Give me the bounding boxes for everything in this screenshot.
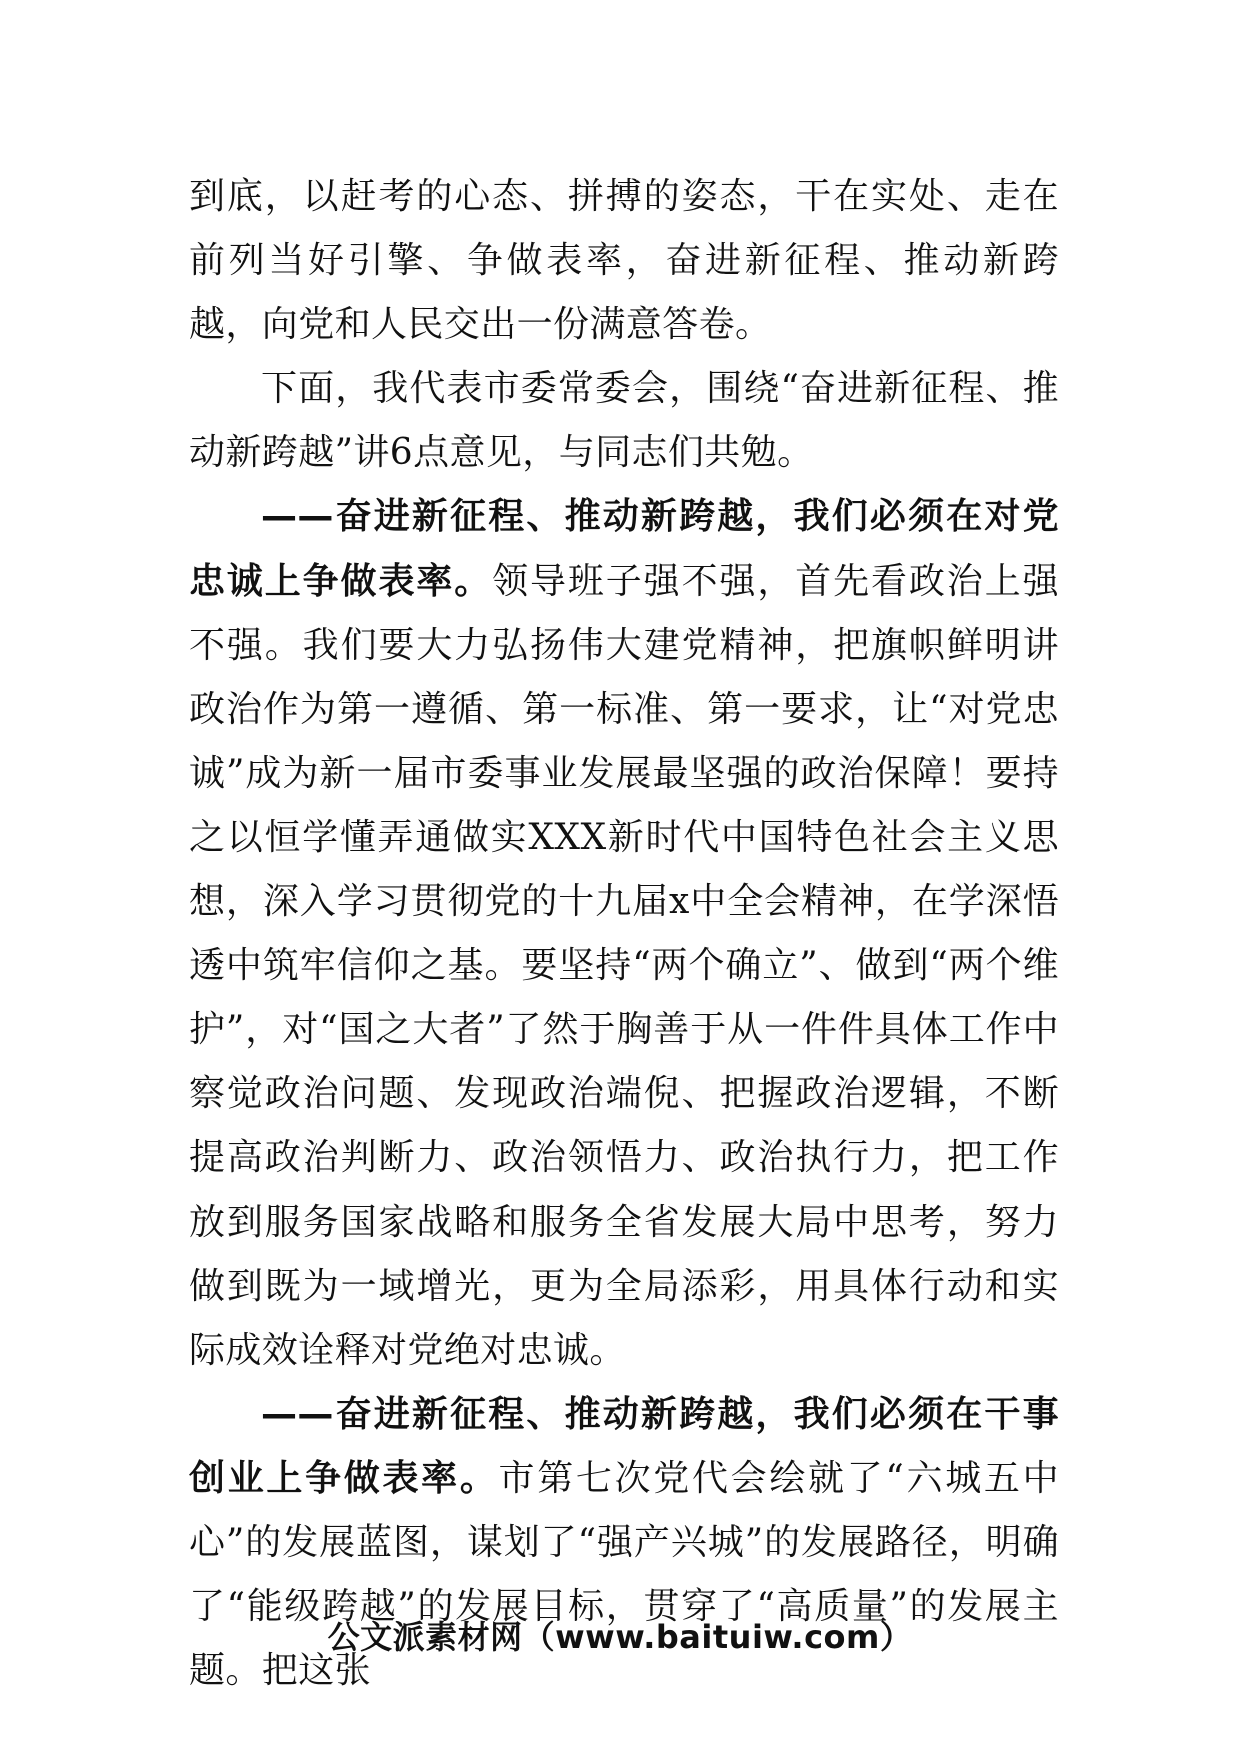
paragraph-3-text: 领导班子强不强，首先看政治上强不强。我们要大力弘扬伟大建党精神，把旗帜鲜明讲政治作为第一遵循、第一标准、第一要求，让“对党忠诚”成为新一届市委事业发展最坚强的政治保障！要持之以恒学懂弄通做实XXX新时代中国特色社会主义思想，深入学习贯彻党的十九届x中全会精神，在学深悟透中筑牢信仰之基。要坚持“两个确立”、做到“两个维护”，对“国之大者”了然于胸善于从一件件具体工作中察觉政治问题、发现政治端倪、把握政治逻辑，不断提高政治判断力、政治领悟力、政治执行力，把工作放到服务国家战略和服务全省发展大局中思考，努力做到既为一域增光，更为全局添彩，用具体行动和实际成效诠释对党绝对忠诚。: [189, 560, 1059, 1371]
paragraph-4-heading: ——奋进新征程、推动新跨越，我们必须在干事创业上争做表率。: [189, 1393, 1059, 1499]
footer-watermark: 公文派素材网（www.baituiw.com）: [327, 1618, 913, 1656]
paragraph-1-text: 到底，以赶考的心态、拼搏的姿态，干在实处、走在前列当好引擎、争做表率，奋进新征程、推动新跨越，向党和人民交出一份满意答卷。: [189, 176, 1059, 346]
paragraph-2: [189, 357, 1059, 485]
paragraph-3-heading: ——奋进新征程、推动新跨越，我们必须在对党忠诚上争做表率。: [189, 496, 1059, 602]
paragraph-3: [189, 485, 1059, 1382]
document-body: [189, 165, 1059, 1703]
paragraph-1: [189, 165, 1059, 357]
paragraph-2-text: 下面，我代表市委常委会，围绕“奋进新征程、推动新跨越”讲6点意见，与同志们共勉。: [189, 368, 1059, 474]
paragraph-4-text: 市第七次党代会绘就了“六城五中心”的发展蓝图，谋划了“强产兴城”的发展路径，明确了“能级跨越”的发展目标，贯穿了“高质量”的发展主题。把这张: [189, 1457, 1060, 1692]
